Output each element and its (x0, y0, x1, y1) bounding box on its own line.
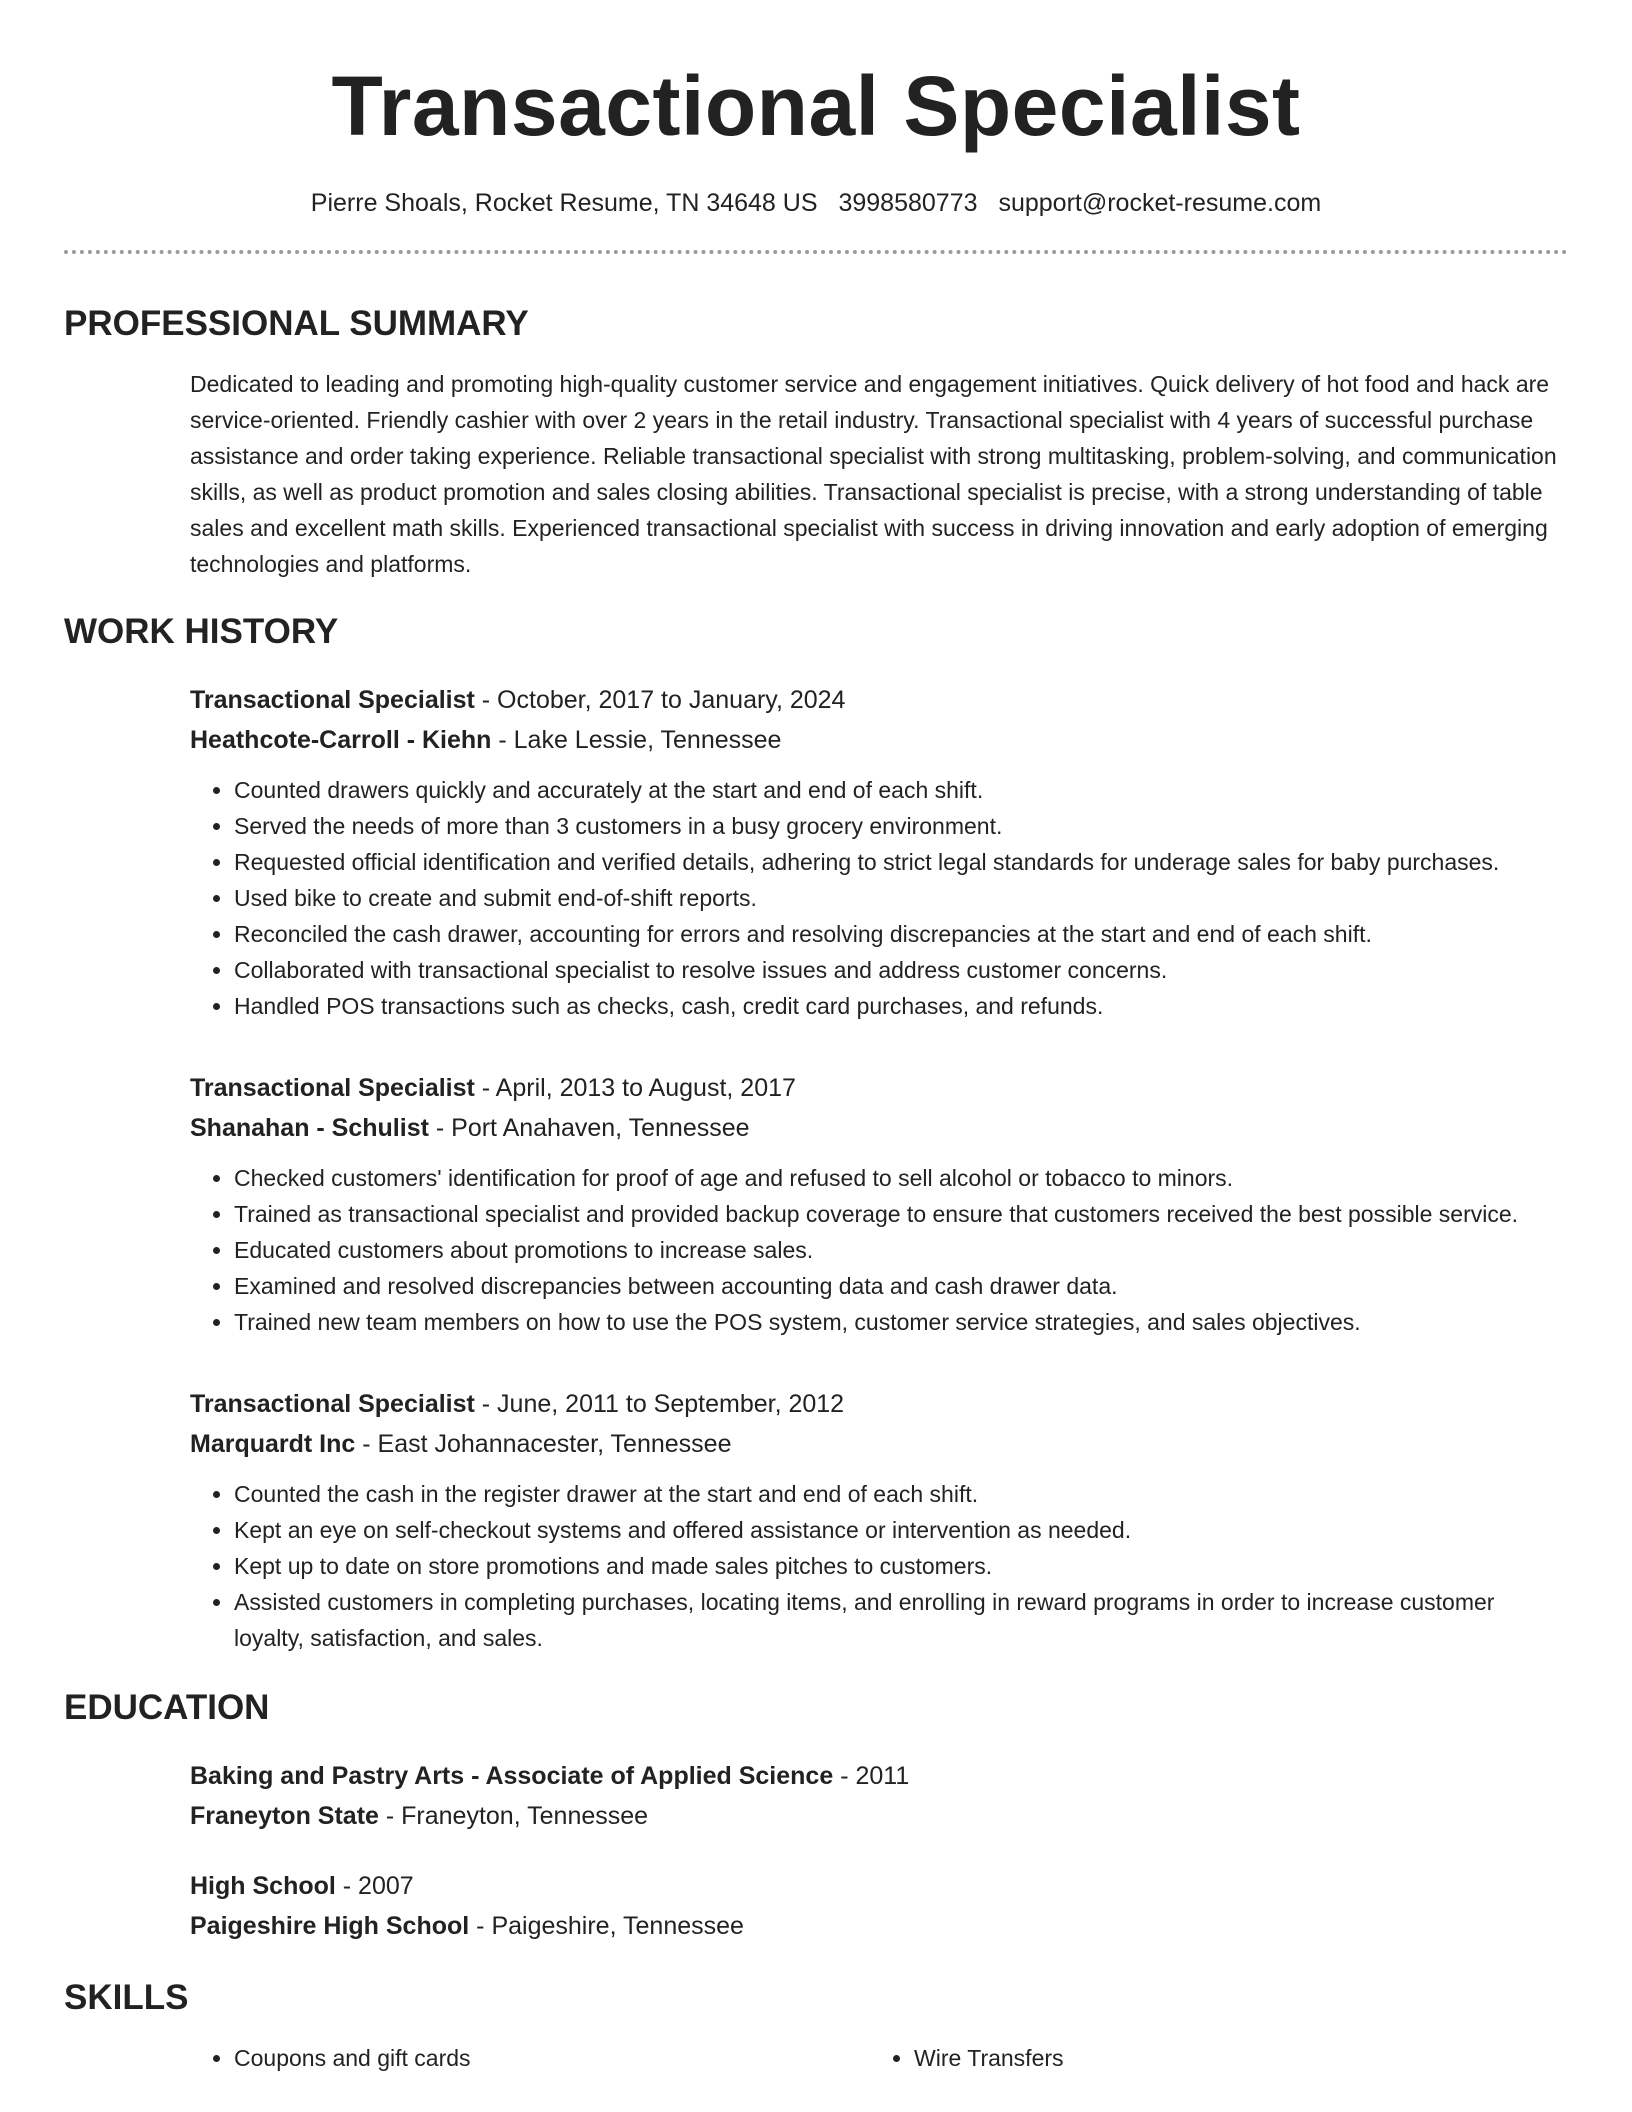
education-degree-line (190, 1756, 1568, 1796)
job-location: - Lake Lessie, Tennessee (491, 726, 782, 754)
job-bullet: • Trained new team members on how to use the POS system, customer service strategies, and sales objectives. (234, 1304, 1568, 1340)
education-school-line (190, 1906, 1568, 1946)
job-dates: - October, 2017 to January, 2024 (474, 686, 846, 714)
header-divider (64, 250, 1568, 254)
job-dates: - April, 2013 to August, 2017 (474, 1074, 796, 1102)
contact-line (64, 186, 1568, 220)
job-company-line (190, 1108, 1568, 1148)
education-degree-line (190, 1866, 1568, 1906)
skills-section (64, 1976, 1568, 2076)
job-entry (190, 680, 1568, 1024)
education-entry (190, 1756, 1568, 1836)
education-school-line (190, 1796, 1568, 1836)
job-bullets (190, 1160, 1568, 1340)
job-bullets (190, 772, 1568, 1024)
education-degree: Baking and Pastry Arts - Associate of Applied Science (190, 1762, 834, 1790)
job-bullet: • Collaborated with transactional specialist to resolve issues and address customer concerns. (234, 952, 1568, 988)
job-company: Shanahan - Schulist (190, 1114, 429, 1142)
resume-name: Transactional Specialist (331, 59, 1301, 153)
contact-address: Pierre Shoals, Rocket Resume, TN 34648 US (310, 189, 818, 217)
contact-email: support@rocket-resume.com (998, 189, 1322, 217)
job-title-line (190, 1384, 1568, 1424)
summary-text: Dedicated to leading and promoting high-quality customer service and engagement initiatives. Quick delivery of hot food and hack are service-oriented. Friendly cashier with over 2 years in the retail industry. Transactional specialist with 4 years of successful purchase assistance and order taking experience. Reliable transactional specialist with strong multitasking, problem-solving, and communication skills, as well as product promotion and sales closing abilities. Transactional specialist is precise, with a strong understanding of table sales and excellent math skills. Experienced transactional specialist with success in driving innovation and early adoption of emerging technologies and platforms. (190, 371, 1557, 577)
job-bullet: • Handled POS transactions such as checks, cash, credit card purchases, and refunds. (234, 988, 1568, 1024)
work-history-section (64, 610, 1568, 1656)
summary-section (64, 302, 1568, 582)
job-company-line (190, 1424, 1568, 1464)
job-role: Transactional Specialist (190, 1074, 475, 1102)
job-entry (190, 1384, 1568, 1656)
job-bullet: • Counted drawers quickly and accurately at the start and end of each shift. (234, 772, 1568, 808)
skill-item: • Wire Transfers (914, 2040, 1550, 2076)
education-year: - 2011 (833, 1762, 910, 1790)
job-role: Transactional Specialist (190, 1390, 475, 1418)
skills-title: SKILLS (64, 1978, 189, 2017)
job-entry (190, 1068, 1568, 1340)
job-title-line (190, 1068, 1568, 1108)
job-location: - East Johannacester, Tennessee (355, 1430, 732, 1458)
job-bullet: • Served the needs of more than 3 customers in a busy grocery environment. (234, 808, 1568, 844)
skills-column-left (190, 2040, 870, 2076)
job-bullet: • Examined and resolved discrepancies between accounting data and cash drawer data. (234, 1268, 1568, 1304)
job-bullet: • Used bike to create and submit end-of-shift reports. (234, 880, 1568, 916)
education-title: EDUCATION (64, 1688, 270, 1727)
education-degree: High School (190, 1872, 336, 1900)
job-location: - Port Anahaven, Tennessee (428, 1114, 750, 1142)
job-bullet: • Trained as transactional specialist and provided backup coverage to ensure that customers received the best possible service. (234, 1196, 1568, 1232)
job-bullet: • Educated customers about promotions to increase sales. (234, 1232, 1568, 1268)
job-bullet: • Requested official identification and verified details, adhering to strict legal standards for underage sales for baby purchases. (234, 844, 1568, 880)
education-school: Paigeshire High School (190, 1912, 470, 1940)
job-bullets (190, 1476, 1568, 1656)
job-company-line (190, 720, 1568, 760)
job-bullet: • Assisted customers in completing purchases, locating items, and enrolling in reward programs in order to increase customer loyalty, satisfaction, and sales. (234, 1584, 1568, 1656)
job-dates: - June, 2011 to September, 2012 (474, 1390, 845, 1418)
job-role: Transactional Specialist (190, 686, 475, 714)
education-section (64, 1686, 1568, 1946)
contact-phone: 3998580773 (838, 189, 978, 217)
education-school: Franeyton State (190, 1802, 379, 1830)
skills-grid (190, 2040, 1568, 2076)
education-year: - 2007 (335, 1872, 414, 1900)
job-title-line (190, 680, 1568, 720)
job-bullet: • Kept up to date on store promotions and made sales pitches to customers. (234, 1548, 1568, 1584)
education-location: - Franeyton, Tennessee (378, 1802, 649, 1830)
skills-column-right (870, 2040, 1550, 2076)
job-company: Heathcote-Carroll - Kiehn (190, 726, 492, 754)
job-company: Marquardt Inc (190, 1430, 356, 1458)
education-entry (190, 1866, 1568, 1946)
work-history-title: WORK HISTORY (64, 612, 339, 651)
skill-item: • Coupons and gift cards (234, 2040, 870, 2076)
job-bullet: • Reconciled the cash drawer, accounting for errors and resolving discrepancies at the start and end of each shift. (234, 916, 1568, 952)
job-bullet: • Checked customers' identification for proof of age and refused to sell alcohol or tobacco to minors. (234, 1160, 1568, 1196)
summary-title: PROFESSIONAL SUMMARY (64, 304, 529, 343)
job-bullet: • Counted the cash in the register drawer at the start and end of each shift. (234, 1476, 1568, 1512)
education-location: - Paigeshire, Tennessee (469, 1912, 744, 1940)
job-bullet: • Kept an eye on self-checkout systems and offered assistance or intervention as needed. (234, 1512, 1568, 1548)
